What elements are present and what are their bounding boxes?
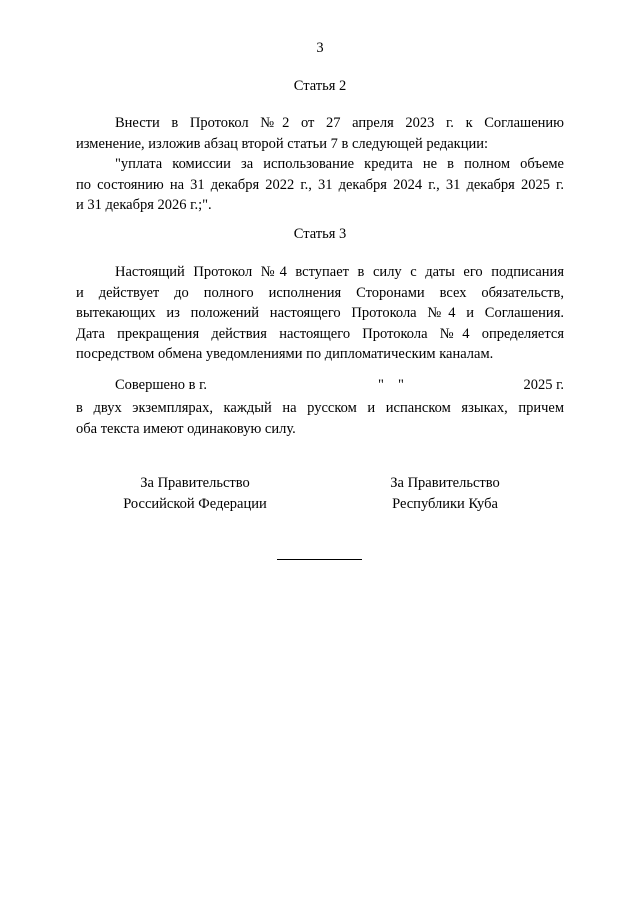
article-2-line-2: изменение, изложив абзац второй статьи 7 в следующей редакции: — [76, 135, 488, 152]
quote-line-2: по состоянию на 31 декабря 2022 г., 31 декабря 2024 г., 31 декабря 2025 г. — [76, 176, 564, 193]
date-quote-close: " — [398, 377, 404, 393]
closing-line-2: в двух экземплярах, каждый на русском и испанском языках, причем — [76, 400, 564, 416]
done-year: 2025 г. — [523, 377, 564, 393]
article-3-line-2: и действует до полного исполнения Сторонами всех обязательств, — [76, 284, 564, 301]
done-at-line — [76, 377, 564, 397]
article-3-heading: Статья 3 — [293, 226, 347, 242]
article-3-line-4: Дата прекращения действия настоящего Протокола №4 определяется — [76, 325, 564, 342]
closing-paragraph — [76, 398, 564, 439]
article-2-line-1: Внести в Протокол №2 от 27 апреля 2023 г. к Соглашению — [115, 115, 564, 131]
date-quote-open: " — [378, 377, 384, 393]
article-3-line-1: Настоящий Протокол №4 вступает в силу с даты его подписания — [115, 264, 564, 280]
article-2-quote — [76, 154, 564, 216]
quote-line-3: и 31 декабря 2026 г.;". — [76, 197, 212, 213]
article-3-line-5: посредством обмена уведомлениями по дипломатическим каналам. — [76, 346, 494, 362]
quote-line-1: "уплата комиссии за использование кредита не в полном объеме — [115, 156, 564, 172]
signature-block-cuba — [345, 473, 545, 515]
article-3-paragraph — [76, 262, 564, 365]
page-number: 3 — [316, 40, 324, 56]
signature-cuba-line-1: За Правительство — [390, 475, 500, 491]
signature-russia-line-2: Российской Федерации — [123, 496, 267, 512]
end-divider — [277, 559, 362, 560]
signature-russia-line-1: За Правительство — [140, 475, 250, 491]
closing-line-3: оба текста имеют одинаковую силу. — [76, 420, 296, 437]
article-2-paragraph — [76, 113, 564, 154]
signature-block-russia — [95, 473, 295, 515]
signature-cuba-line-2: Республики Куба — [392, 496, 498, 512]
article-3-line-3: вытекающих из положений настоящего Протокола №4 и Соглашения. — [76, 305, 564, 321]
article-2-heading: Статья 2 — [293, 78, 347, 94]
done-at-label: Совершено в г. — [115, 377, 208, 393]
